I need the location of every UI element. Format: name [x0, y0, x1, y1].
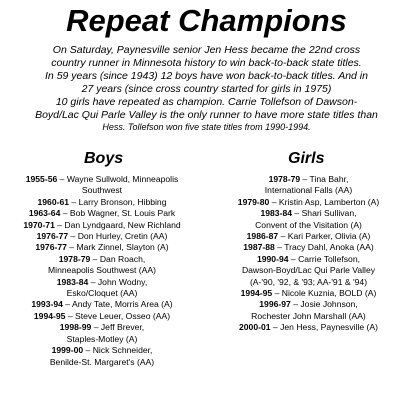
girls-champions-list: [206, 174, 411, 334]
entry-line: [241, 288, 377, 298]
entry-text: – Steve Leuer, Osseo (AA): [65, 310, 171, 321]
entry-year: 1994-95: [240, 288, 273, 299]
entry-year: 1990-94: [256, 253, 289, 264]
entry-year: 2000-01: [238, 322, 271, 333]
entry-year: 1987-88: [243, 242, 275, 253]
entry-line: [23, 220, 180, 230]
entry-line: [243, 242, 373, 252]
intro-paragraph: [2, 44, 411, 133]
entry-text: – Larry Bronson, Hibbing: [69, 196, 167, 207]
entry-text: – Nick Schneider,: [83, 345, 153, 356]
entry-text: – Tina Bahr,: [300, 174, 349, 184]
intro-line: On Saturday, Paynesville senior Jen Hess became the 22nd cross: [52, 44, 361, 56]
entry-text: – Kristin Asp, Lamberton (A): [269, 196, 380, 207]
champion-entry: [206, 174, 411, 197]
entry-line: [269, 174, 349, 184]
entry-year: 1994-95: [33, 310, 66, 321]
entry-line: [238, 197, 379, 207]
entry-text: – Dan Lyndgaard, New Richland: [54, 219, 181, 230]
entry-year: 1993-94: [31, 299, 63, 310]
entry-line: [60, 322, 144, 332]
boys-champions-list: [2, 174, 202, 368]
champion-entry: [206, 322, 411, 333]
champion-entry: [2, 242, 202, 253]
entry-school: Southwest: [81, 185, 123, 196]
intro-line: 10 girls have repeated as champion. Carrie Tollefson of Dawson-: [55, 96, 358, 108]
champion-entry: [2, 208, 202, 219]
intro-line: Hess. Tollefson won five state titles from 1990-1994.: [102, 122, 311, 132]
entry-school: Minneapolis Southwest (AA): [48, 265, 156, 276]
champion-entry: [2, 231, 202, 242]
champion-entry: [2, 311, 202, 322]
champion-entry: [2, 174, 202, 197]
entry-text: (A-'90, '92, & '93; AA-'91 & '94): [249, 276, 368, 287]
entry-line: [26, 174, 179, 184]
champion-entry: [206, 299, 411, 322]
entry-school: Convent of the Visitation (A): [255, 219, 362, 230]
entry-year: 1955-56: [25, 174, 58, 184]
boys-heading: Boys: [84, 150, 124, 167]
entry-line: [257, 254, 360, 264]
entry-text: – John Wodny,: [88, 276, 148, 287]
entry-line: [239, 322, 378, 332]
entry-text: – Bob Wagner, St. Louis Park: [60, 208, 176, 219]
entry-year: 1983-84: [260, 208, 293, 219]
entry-year: 1996-97: [259, 299, 291, 310]
champion-entry: [2, 345, 202, 368]
entry-text: – Carrie Tollefson,: [288, 253, 361, 264]
entry-line: [250, 277, 367, 287]
entry-school: Staples-Motley (A): [66, 333, 138, 344]
entry-line: [259, 299, 357, 309]
entry-text: – Tracy Dahl, Anoka (AA): [274, 242, 374, 253]
entry-text: – Jen Hess, Paynesville (A): [270, 322, 378, 333]
entry-text: – Don Hurley, Cretin (AA): [68, 231, 168, 242]
entry-year: 1998-99: [59, 322, 92, 333]
champion-entry: [206, 208, 411, 231]
entry-text: – Dan Roach,: [90, 253, 146, 264]
entry-year: 1986-87: [246, 231, 279, 242]
entry-text: – Kari Parker, Olivia (A): [278, 231, 371, 242]
entry-year: 1979-80: [237, 196, 270, 207]
entry-year: 1999-00: [51, 345, 84, 356]
champion-entry: [2, 277, 202, 300]
entry-year: 1978-79: [58, 253, 91, 264]
entry-text: – Wayne Sullwold, Minneapolis: [57, 174, 179, 184]
champion-entry: [206, 231, 411, 242]
entry-year: 1978-79: [268, 174, 301, 184]
intro-line: Boyd/Lac Qui Parle Valley is the only runner to have more state titles than: [35, 109, 378, 121]
intro-line: In 59 years (since 1943) 12 boys have won back-to-back titles. And in: [45, 70, 368, 82]
entry-line: [38, 197, 167, 207]
entry-school: Esko/Cloquet (AA): [66, 288, 138, 299]
entry-line: [59, 254, 145, 264]
champion-entry: [2, 220, 202, 231]
champion-entry: [2, 299, 202, 310]
entry-year: 1963-64: [28, 208, 61, 219]
entry-line: [29, 208, 175, 218]
entry-text: – Shari Sullivan,: [292, 208, 357, 219]
entry-line: [35, 242, 168, 252]
girls-heading: Girls: [288, 150, 325, 167]
champion-entry: [206, 197, 411, 208]
entry-text: – Jeff Brever,: [91, 322, 145, 333]
entry-line: [260, 208, 356, 218]
entry-line: [31, 299, 172, 309]
champion-entry: [206, 277, 411, 288]
entry-line: [57, 277, 147, 287]
entry-year: 1976-77: [35, 242, 67, 253]
entry-text: – Nicole Kuznia, BOLD (A): [272, 288, 377, 299]
champion-entry: [2, 197, 202, 208]
entry-line: [34, 311, 170, 321]
entry-school: Benilde-St. Margaret's (AA): [49, 356, 155, 367]
intro-line: 27 years (since cross country started for girls in 1975): [81, 83, 332, 95]
entry-year: 1983-84: [56, 276, 89, 287]
entry-year: 1970-71: [23, 219, 55, 230]
champion-entry: [2, 322, 202, 345]
entry-line: [52, 345, 153, 355]
champion-entry: [206, 288, 411, 299]
entry-year: 1976-77: [36, 231, 69, 242]
champion-entry: [2, 254, 202, 277]
champion-entry: [206, 242, 411, 253]
entry-text: – Mark Zinnel, Slayton (A): [66, 242, 169, 253]
entry-school: Dawson-Boyd/Lac Qui Parle Valley: [241, 265, 376, 276]
entry-year: 1960-61: [37, 196, 70, 207]
champion-entry: [206, 254, 411, 277]
entry-text: – Josie Johnson,: [290, 299, 358, 310]
entry-school: International Falls (AA): [264, 185, 353, 196]
intro-line: country runner in Minnesota history to win back-to-back state titles.: [51, 57, 362, 69]
entry-line: [37, 231, 168, 241]
entry-text: – Andy Tate, Morris Area (A): [62, 299, 173, 310]
entry-line: [247, 231, 371, 241]
entry-school: Rochester John Marshall (AA): [251, 310, 366, 321]
page-title: Repeat Champions: [66, 3, 347, 38]
